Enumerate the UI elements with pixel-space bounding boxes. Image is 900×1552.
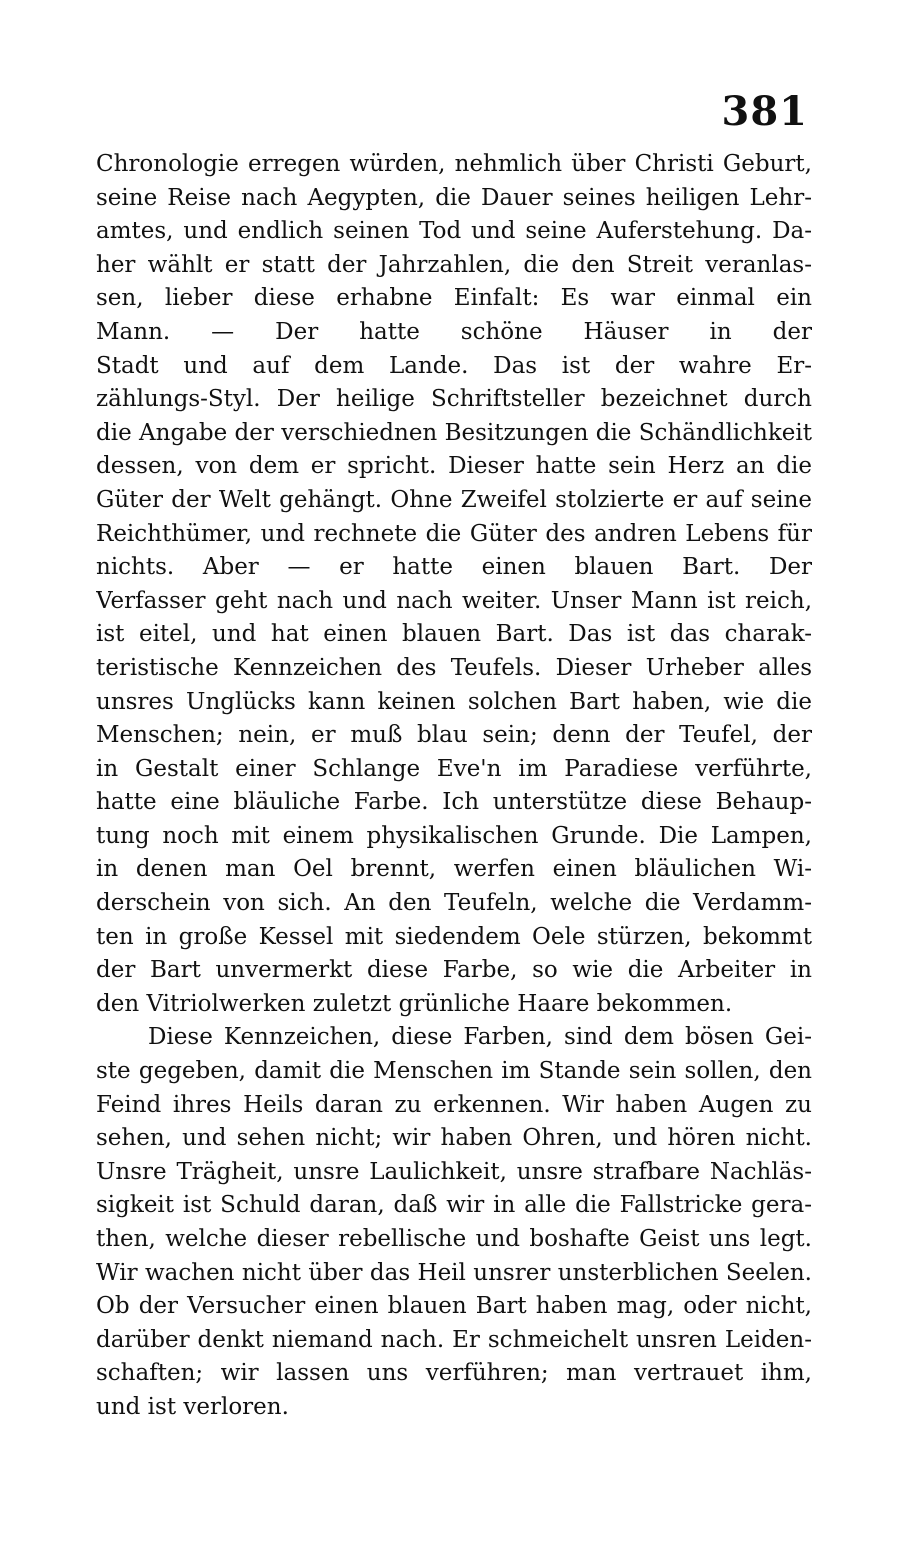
text-line: in Gestalt einer Schlange Eve'n im Paradiese verführte, xyxy=(96,755,812,782)
text-line: sehen, und sehen nicht; wir haben Ohren, und hören nicht. xyxy=(96,1125,812,1152)
text-line: Feind ihres Heils daran zu erkennen. Wir haben Augen zu xyxy=(96,1091,812,1118)
text-line: Verfasser geht nach und nach weiter. Unser Mann ist reich, xyxy=(96,587,812,614)
text-line: Unsre Trägheit, unsre Laulichkeit, unsre strafbare Nachläs- xyxy=(96,1158,812,1185)
text-line: Güter der Welt gehängt. Ohne Zweifel stolzierte er auf seine xyxy=(96,486,812,513)
text-line: dessen, von dem er spricht. Dieser hatte sein Herz an die xyxy=(96,453,812,480)
text-line: Ob der Versucher einen blauen Bart haben mag, oder nicht, xyxy=(96,1293,812,1320)
text-line: hatte eine bläuliche Farbe. Ich unterstütze diese Behaup- xyxy=(96,789,812,816)
text-line: ist eitel, und hat einen blauen Bart. Das ist das charak- xyxy=(96,621,812,648)
text-line: Wir wachen nicht über das Heil unsrer unsterblichen Seelen. xyxy=(96,1259,812,1286)
text-line: Stadt und auf dem Lande. Das ist der wahre Er- xyxy=(96,352,812,379)
text-line: den Vitriolwerken zuletzt grünliche Haare bekommen. xyxy=(96,990,733,1017)
text-line: ste gegeben, damit die Menschen im Stande sein sollen, den xyxy=(96,1058,812,1085)
text-line: und ist verloren. xyxy=(96,1393,289,1420)
text-line: zählungs-Styl. Der heilige Schriftsteller bezeichnet durch xyxy=(96,386,812,413)
text-line: sen, lieber diese erhabne Einfalt: Es war einmal ein xyxy=(96,285,812,312)
text-line: teristische Kennzeichen des Teufels. Dieser Urheber alles xyxy=(96,654,812,681)
text-line: amtes, und endlich seinen Tod und seine Auferstehung. Da- xyxy=(96,218,812,245)
text-line: seine Reise nach Aegypten, die Dauer seines heiligen Lehr- xyxy=(96,184,812,211)
paragraph xyxy=(96,148,812,1021)
text-line: Chronologie erregen würden, nehmlich über Christi Geburt, xyxy=(96,151,812,177)
text-line: sigkeit ist Schuld daran, daß wir in alle die Fallstricke gera- xyxy=(96,1192,812,1219)
text-line: die Angabe der verschiednen Besitzungen die Schändlichkeit xyxy=(96,419,812,446)
text-line: then, welche dieser rebellische und boshafte Geist uns legt. xyxy=(96,1226,812,1252)
text-line: in denen man Oel brennt, werfen einen bläulichen Wi- xyxy=(96,856,812,883)
paragraph xyxy=(96,1021,812,1424)
text-line: Reichthümer, und rechnete die Güter des andren Lebens für xyxy=(96,520,812,547)
text-line: her wählt er statt der Jahrzahlen, die den Streit veranlas- xyxy=(96,251,812,278)
text-line: Mann. — Der hatte schöne Häuser in der xyxy=(96,318,812,345)
text-line: darüber denkt niemand nach. Er schmeichelt unsren Leiden- xyxy=(96,1326,812,1353)
text-line: derschein von sich. An den Teufeln, welche die Verdamm- xyxy=(96,890,812,917)
text-line: ten in große Kessel mit siedendem Oele stürzen, bekommt xyxy=(96,923,812,950)
text-line: Menschen; nein, er muß blau sein; denn der Teufel, der xyxy=(96,722,812,749)
body-text xyxy=(96,148,812,1425)
text-line: schaften; wir lassen uns verführen; man vertrauet ihm, xyxy=(96,1360,812,1387)
text-line: nichts. Aber — er hatte einen blauen Bart. Der xyxy=(96,554,812,581)
text-line: tung noch mit einem physikalischen Grunde. Die Lampen, xyxy=(96,822,812,849)
text-line: unsres Unglücks kann keinen solchen Bart haben, wie die xyxy=(96,688,812,715)
text-line: Diese Kennzeichen, diese Farben, sind dem bösen Gei- xyxy=(148,1024,812,1051)
text-line: der Bart unvermerkt diese Farbe, so wie die Arbeiter in xyxy=(96,957,812,984)
page-number: 381 xyxy=(721,88,808,135)
